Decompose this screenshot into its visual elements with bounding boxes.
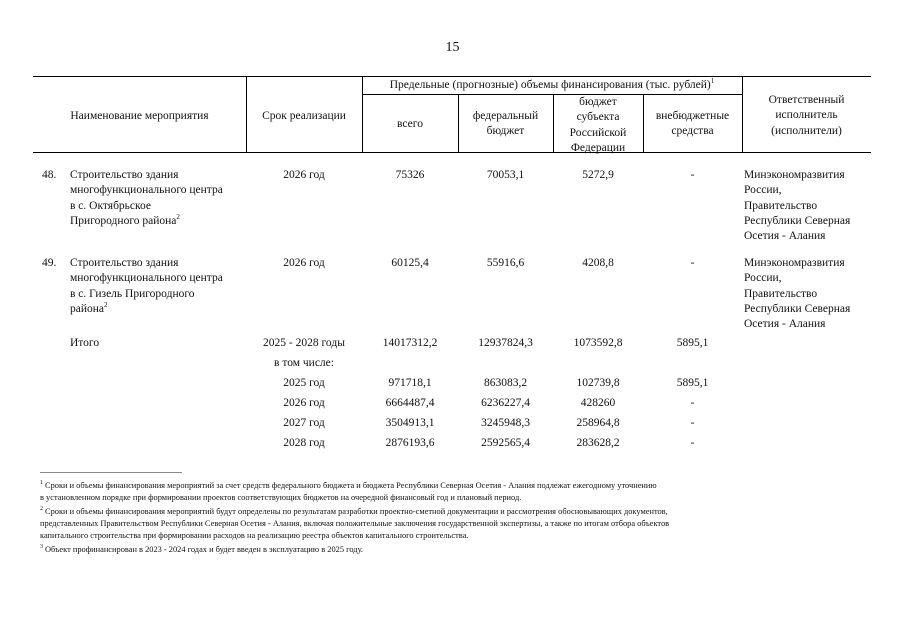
page-number: 15 [445, 40, 460, 55]
year-extra: - [690, 397, 695, 409]
totals-subject: 1073592,8 [573, 337, 623, 349]
header-federal: федеральный бюджет [472, 110, 539, 138]
year-total: 971718,1 [388, 377, 432, 389]
row-federal: 55916,6 [486, 257, 525, 269]
table-top-border [33, 76, 871, 77]
header-period: Срок реализации [262, 110, 346, 122]
totals-label: Итого [70, 337, 100, 349]
row-executor: Минэкономразвития России, Правительство Республики Северная Осетия - Алания [744, 169, 851, 243]
funding-group-divider [362, 94, 742, 95]
year-period: 2027 год [283, 417, 325, 429]
row-executor: Минэкономразвития России, Правительство Республики Северная Осетия - Алания [744, 257, 851, 331]
row-total: 75326 [395, 169, 425, 181]
row-subject: 5272,9 [582, 169, 614, 181]
header-total: всего [397, 118, 423, 130]
row-extra: - [690, 257, 695, 269]
year-subject: 258964,8 [576, 417, 620, 429]
footnote-1: $^1$ Сроки и объемы финансирования мероприятий за счет средств федерального бюджета и бюджета Республики Северная Осетия - Алания подлежат ежегодному уточнению в установленном порядке при формировании проектов соответствующих бюджетов на очередной финансовый год и плановый период. [40, 480, 657, 503]
row-period: 2026 год [283, 257, 325, 269]
totals-period: 2025 - 2028 годы [263, 337, 345, 349]
row-number: 49. [42, 257, 57, 269]
header-name: Наименование мероприятия [70, 110, 209, 122]
year-federal: 3245948,3 [481, 417, 530, 429]
year-subject: 428260 [580, 397, 616, 409]
row-subject: 4208,8 [582, 257, 614, 269]
footnote-separator [40, 472, 182, 473]
row-number: 48. [42, 169, 57, 181]
year-total: 2876193,6 [385, 437, 435, 449]
header-funding-group: Предельные (прогнозные) объемы финансирования (тыс. рублей)$^1$ [389, 77, 715, 91]
header-executor: Ответственный исполнитель (исполнители) [768, 94, 845, 137]
row-federal: 70053,1 [486, 169, 525, 181]
totals-federal: 12937824,3 [478, 337, 533, 349]
header-subject: бюджет субъекта Российской Федерации [569, 96, 627, 154]
footnote-2: $^2$ Сроки и объемы финансирования мероприятий будут определены по результатам разработки проектно-сметной документации и рассмотрения обосновывающих документов, представленных Правительством Республики Северная Осетия - Алания, включая положительные заключения государственной экспертизы, а также по итогам отбора объектов капитального строительства при формировании расходов на реализацию реестра объектов капитального строительства. [40, 506, 670, 541]
year-subject: 102739,8 [576, 377, 620, 389]
footnote-3: $^3$ Объект профинансирован в 2023 - 2024 годах и будет введен в эксплуатацию в 2025 году. [40, 544, 364, 554]
totals-extra: 5895,1 [676, 337, 709, 349]
row-period: 2026 год [283, 169, 325, 181]
year-federal: 863083,2 [483, 377, 528, 389]
row-name: Строительство здания многофункционального центра в с. Октябрьское Пригородного района$^2$ [70, 169, 223, 227]
year-period: 2025 год [283, 377, 325, 389]
year-period: 2026 год [283, 397, 325, 409]
header-extra: внебюджетные средства [655, 110, 730, 138]
row-total: 60125,4 [391, 257, 429, 269]
year-subject: 283628,2 [576, 437, 620, 449]
year-total: 3504913,1 [385, 417, 435, 429]
year-federal: 2592565,4 [481, 437, 530, 449]
header-bottom-border [33, 152, 871, 153]
including-label: в том числе: [274, 357, 334, 369]
totals-total: 14017312,2 [382, 337, 438, 349]
row-extra: - [690, 169, 695, 181]
year-extra: - [690, 417, 695, 429]
year-total: 6664487,4 [385, 397, 435, 409]
year-federal: 6236227,4 [481, 397, 530, 409]
year-extra: 5895,1 [676, 377, 709, 389]
year-period: 2028 год [283, 437, 325, 449]
year-extra: - [690, 437, 695, 449]
row-name: Строительство здания многофункционального центра в с. Гизель Пригородного района$^2$ [70, 257, 223, 315]
